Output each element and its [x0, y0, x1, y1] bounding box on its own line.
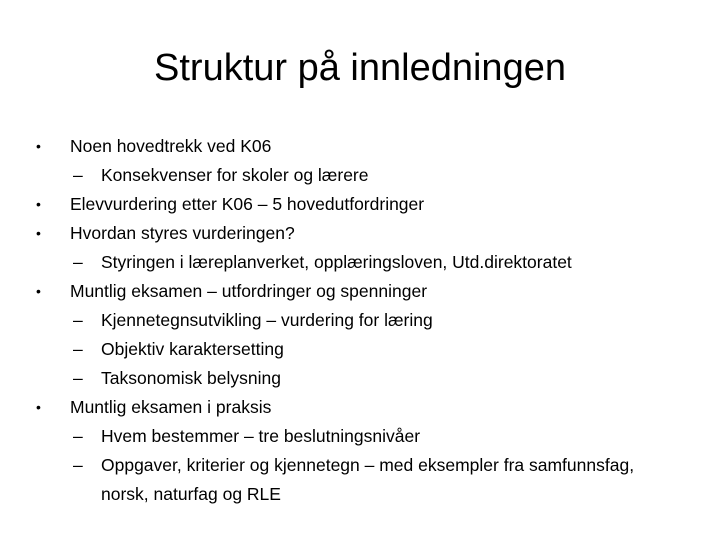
- sub-list-item: [36, 364, 686, 393]
- bullet-icon: •: [36, 283, 41, 299]
- sub-list-item: [36, 248, 686, 277]
- sub-list-item-text: Konsekvenser for skoler og lærere: [101, 165, 369, 185]
- bullet-list: [36, 132, 686, 509]
- bullet-icon: •: [36, 138, 41, 154]
- sub-list-item-text: Taksonomisk belysning: [101, 368, 281, 388]
- bullet-icon: •: [36, 225, 41, 241]
- dash-icon: –: [73, 426, 83, 446]
- list-item-text: Muntlig eksamen – utfordringer og spenninger: [70, 281, 428, 301]
- list-item-text: Elevvurdering etter K06 – 5 hovedutfordringer: [70, 194, 425, 214]
- sub-list-item-text: Oppgaver, kriterier og kjennetegn – med eksempler fra samfunnsfag, norsk, naturfag og RLE: [101, 455, 635, 504]
- sub-list-item: [36, 335, 686, 364]
- dash-icon: –: [73, 252, 83, 272]
- sub-list-item: [36, 451, 686, 509]
- sub-list-item-text: Kjennetegnsutvikling – vurdering for læring: [101, 310, 433, 330]
- dash-icon: –: [73, 165, 83, 185]
- sub-list-item-text: Styringen i læreplanverket, opplæringsloven, Utd.direktoratet: [101, 252, 572, 272]
- slide-title: Struktur på innledningen: [154, 47, 566, 89]
- list-item: [36, 393, 686, 422]
- dash-icon: –: [73, 310, 83, 330]
- list-item-text: Noen hovedtrekk ved K06: [70, 136, 272, 156]
- sub-list-item: [36, 161, 686, 190]
- dash-icon: –: [73, 339, 83, 359]
- sub-list-item-text: Hvem bestemmer – tre beslutningsnivåer: [101, 426, 421, 446]
- list-item: [36, 132, 686, 161]
- list-item: [36, 277, 686, 306]
- sub-list-item: [36, 422, 686, 451]
- list-item-text: Muntlig eksamen i praksis: [70, 397, 272, 417]
- list-item-text: Hvordan styres vurderingen?: [70, 223, 295, 243]
- bullet-icon: •: [36, 196, 41, 212]
- bullet-icon: •: [36, 399, 41, 415]
- dash-icon: –: [73, 455, 83, 475]
- dash-icon: –: [73, 368, 83, 388]
- list-item: [36, 219, 686, 248]
- sub-list-item-text: Objektiv karaktersetting: [101, 339, 284, 359]
- sub-list-item: [36, 306, 686, 335]
- list-item: [36, 190, 686, 219]
